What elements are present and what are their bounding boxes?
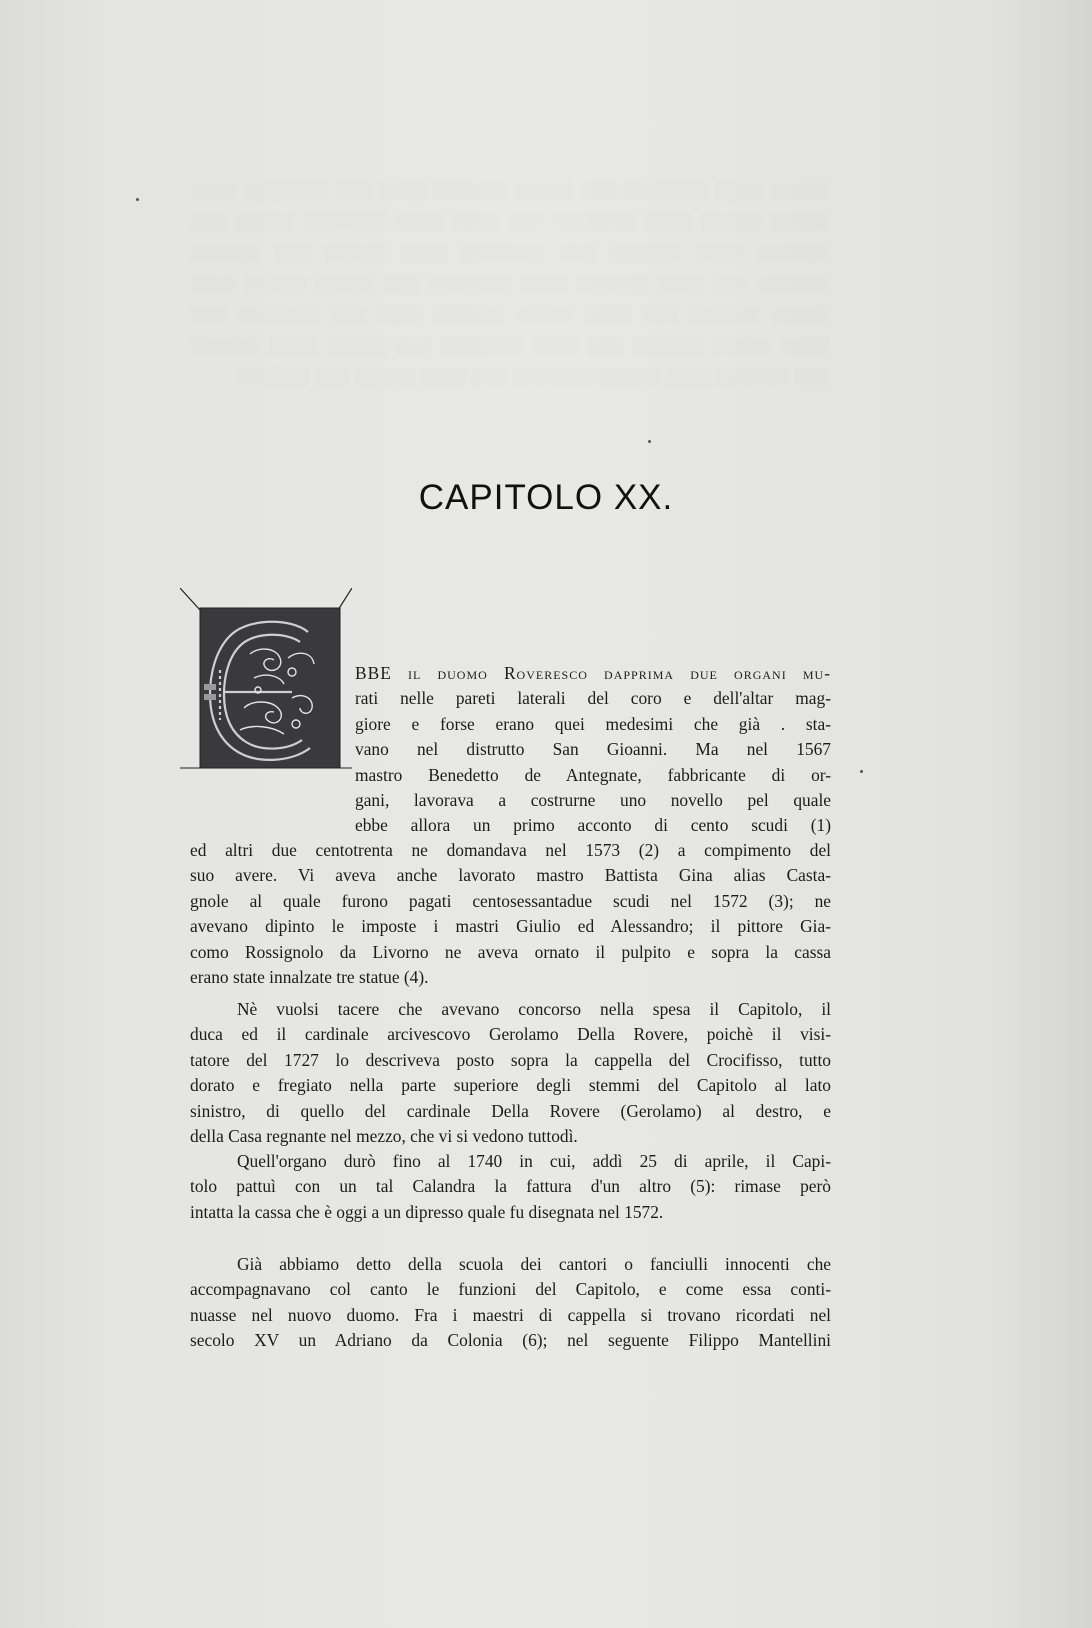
text-line: avevano dipinto le imposte i mastri Giulio ed Alessandro; il pittore Gia- bbox=[190, 916, 831, 937]
paragraph-4 bbox=[190, 1252, 831, 1354]
show-through-text: ░░░░░ ░░░░ ░░░░░░░ ░░░ ░░░░░ ░░░░░░ ░░░░ ░░░ ░░░░░░░ ░░░░ ░░░░░ ░░░░░ ░░░░ ░░░░░░░ ░░░ ░░░░ ░░░░ ░░░░░░░ ░░░░░ ░░░ ░░░░░░ ░░░░ ░░░░░░ ░░░ ░░░░░░░ ░░░░ ░░░░░ ░░░ ░░░░░░ ░░░░░░ ░░░ ░░░░ ░░░░░░ ░░░░ ░░░░░░░ ░░░ ░░░░░ ░░░░░ ░░░░ ░░░░░ ░░░░░░ ░░░ ░░░░ ░░░░░ ░░░░░░ ░░░░ ░░░ ░░░░░░░ ░░░ ░░░░ ░░░░░ ░░░░░░ ░░░ ░░░░ ░░░░░░░ ░░░ ░░░░░ ░░░░ ░░░░░░ ░░░ ░░░░░░ ░░░░ ░░░░░ ░░░░░░░ ░░░ ░░░░ ░░░░░ ░░░ ░░░░░░ bbox=[190, 181, 830, 386]
text-line: rati nelle pareti laterali del coro e dell'altar mag- bbox=[355, 688, 831, 709]
text-line: duca ed il cardinale arcivescovo Gerolamo Della Rovere, poichè il visi- bbox=[190, 1024, 831, 1045]
text-line: dorato e fregiato nella parte superiore degli stemmi del Capitolo al lato bbox=[190, 1075, 831, 1096]
text-line: mastro Benedetto de Antegnate, fabbricante di or- bbox=[355, 764, 831, 785]
decorated-initial-e bbox=[180, 588, 352, 796]
text-line: della Casa regnante nel mezzo, che vi si vedono tuttodì. bbox=[190, 1125, 578, 1146]
text-line: ebbe allora un primo acconto di cento scudi (1) bbox=[355, 815, 831, 836]
text-line: como Rossignolo da Livorno ne aveva ornato il pulpito e sopra la cassa bbox=[190, 941, 831, 962]
chapter-title: CAPITOLO XX. bbox=[418, 478, 674, 517]
paper-speck bbox=[136, 198, 139, 201]
text-line: secolo XV un Adriano da Colonia (6); nel seguente Filippo Mantellini bbox=[190, 1330, 831, 1351]
paper-speck bbox=[648, 440, 651, 443]
text-line: gani, lavorava a costrurne uno novello pel quale bbox=[355, 789, 831, 810]
text-line: tatore del 1727 lo descriveva posto sopra la cappella del Crocifisso, tutto bbox=[190, 1049, 831, 1070]
text-line: Già abbiamo detto della scuola dei cantori o fanciulli innocenti che bbox=[237, 1254, 831, 1274]
text-line: suo avere. Vi aveva anche lavorato mastro Battista Gina alias Casta- bbox=[190, 865, 831, 886]
text-line: Nè vuolsi tacere che avevano concorso nella spesa il Capitolo, il bbox=[237, 999, 831, 1019]
paragraph-3 bbox=[190, 1149, 831, 1225]
text-line: ed altri due centotrenta ne domandava nel 1573 (2) a compimento del bbox=[190, 840, 831, 860]
text-line: intatta la cassa che è oggi a un dipresso quale fu disegnata nel 1572. bbox=[190, 1201, 664, 1222]
text-line: accompagnavano col canto le funzioni del Capitolo, e come essa conti- bbox=[190, 1279, 831, 1300]
text-line: BBE il duomo Roveresco dapprima due organi mu- bbox=[355, 663, 831, 683]
text-line: vano nel distrutto San Gioanni. Ma nel 1567 bbox=[355, 739, 831, 760]
text-line: giore e forse erano quei medesimi che già . sta- bbox=[355, 713, 831, 734]
text-line: erano state innalzate tre statue (4). bbox=[190, 966, 429, 987]
paragraph-2 bbox=[190, 997, 831, 1149]
text-line: gnole al quale furono pagati centosessantadue scudi nel 1572 (3); ne bbox=[190, 890, 831, 911]
paragraph-1-cont bbox=[190, 838, 831, 990]
paper-speck bbox=[860, 770, 863, 773]
text-line: Quell'organo durò fino al 1740 in cui, addì 25 di aprile, il Capi- bbox=[237, 1151, 831, 1171]
paragraph-1-wrap bbox=[355, 661, 831, 839]
text-line: tolo pattuì con un tal Calandra la fattura d'un altro (5): rimase però bbox=[190, 1176, 831, 1197]
text-line: sinistro, di quello del cardinale Della Rovere (Gerolamo) al destro, e bbox=[190, 1100, 831, 1121]
text-line: nuasse nel nuovo duomo. Fra i maestri di cappella si trovano ricordati nel bbox=[190, 1304, 831, 1325]
